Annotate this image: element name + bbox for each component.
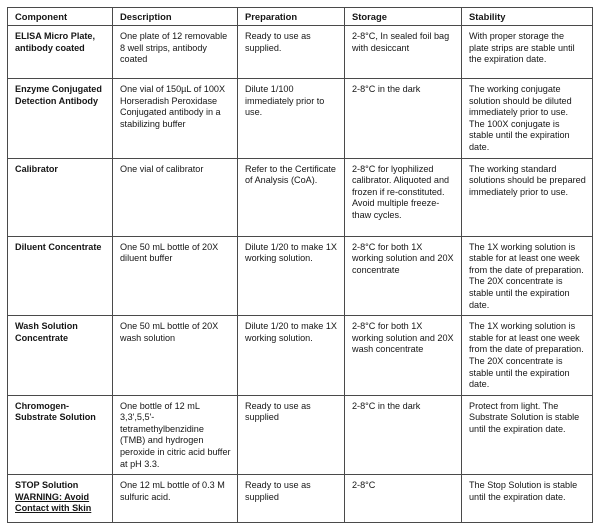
cell-preparation: Ready to use as supplied <box>238 395 345 475</box>
kit-components-table <box>7 7 593 523</box>
cell-component: Diluent Concentrate <box>8 236 113 316</box>
cell-component: ELISA Micro Plate, antibody coated <box>8 26 113 79</box>
cell-description: One 50 mL bottle of 20X wash solution <box>113 316 238 396</box>
cell-stability: The working conjugate solution should be diluted immediately prior to use. The 100X conjugate is stable until the expiration date. <box>462 79 593 159</box>
table-row <box>8 475 593 523</box>
cell-stability: The Stop Solution is stable until the expiration date. <box>462 475 593 523</box>
cell-component: Enzyme Conjugated Detection Antibody <box>8 79 113 159</box>
cell-preparation: Ready to use as supplied <box>238 475 345 523</box>
cell-preparation: Dilute 1/20 to make 1X working solution. <box>238 316 345 396</box>
cell-description: One bottle of 12 mL 3,3',5,5'-tetramethylbenzidine (TMB) and hydrogen peroxide in citric acid buffer at pH 3.3. <box>113 395 238 475</box>
cell-storage: 2-8°C for lyophilized calibrator. Aliquoted and frozen if re-constituted. Avoid multiple freeze-thaw cycles. <box>345 158 462 236</box>
table-row <box>8 316 593 396</box>
cell-storage: 2-8°C in the dark <box>345 395 462 475</box>
cell-preparation: Ready to use as supplied. <box>238 26 345 79</box>
column-header-stability: Stability <box>462 8 593 26</box>
cell-description: One vial of 150µL of 100X Horseradish Peroxidase Conjugated antibody in a stabilizing buffer <box>113 79 238 159</box>
cell-component <box>8 475 113 523</box>
cell-preparation: Dilute 1/20 to make 1X working solution. <box>238 236 345 316</box>
table-row <box>8 26 593 79</box>
cell-storage: 2-8°C in the dark <box>345 79 462 159</box>
cell-description: One 12 mL bottle of 0.3 M sulfuric acid. <box>113 475 238 523</box>
table-body <box>8 26 593 523</box>
cell-component: Calibrator <box>8 158 113 236</box>
column-header-preparation: Preparation <box>238 8 345 26</box>
cell-storage: 2-8°C <box>345 475 462 523</box>
table-header-row <box>8 8 593 26</box>
table-header <box>8 8 593 26</box>
cell-component: Wash Solution Concentrate <box>8 316 113 396</box>
table-row <box>8 236 593 316</box>
column-header-component: Component <box>8 8 113 26</box>
cell-preparation: Refer to the Certificate of Analysis (CoA). <box>238 158 345 236</box>
cell-description: One plate of 12 removable 8 well strips, antibody coated <box>113 26 238 79</box>
cell-stability: The 1X working solution is stable for at least one week from the date of preparation. The 20X concentrate is stable until the expiration date. <box>462 316 593 396</box>
cell-description: One vial of calibrator <box>113 158 238 236</box>
cell-storage: 2-8°C for both 1X working solution and 20X concentrate <box>345 236 462 316</box>
cell-stability: Protect from light. The Substrate Solution is stable until the expiration date. <box>462 395 593 475</box>
cell-stability: The working standard solutions should be prepared immediately prior to use. <box>462 158 593 236</box>
table-row <box>8 158 593 236</box>
table-row <box>8 395 593 475</box>
cell-stability: The 1X working solution is stable for at least one week from the date of preparation. The 20X concentrate is stable until the expiration date. <box>462 236 593 316</box>
cell-storage: 2-8°C for both 1X working solution and 20X wash concentrate <box>345 316 462 396</box>
cell-stability: With proper storage the plate strips are stable until the expiration date. <box>462 26 593 79</box>
cell-storage: 2-8°C, In sealed foil bag with desiccant <box>345 26 462 79</box>
cell-component: Chromogen-Substrate Solution <box>8 395 113 475</box>
column-header-description: Description <box>113 8 238 26</box>
column-header-storage: Storage <box>345 8 462 26</box>
component-warning-text: WARNING: Avoid Contact with Skin <box>15 491 92 514</box>
cell-preparation: Dilute 1/100 immediately prior to use. <box>238 79 345 159</box>
table-row <box>8 79 593 159</box>
component-name-text: STOP Solution <box>15 480 79 491</box>
cell-description: One 50 mL bottle of 20X diluent buffer <box>113 236 238 316</box>
